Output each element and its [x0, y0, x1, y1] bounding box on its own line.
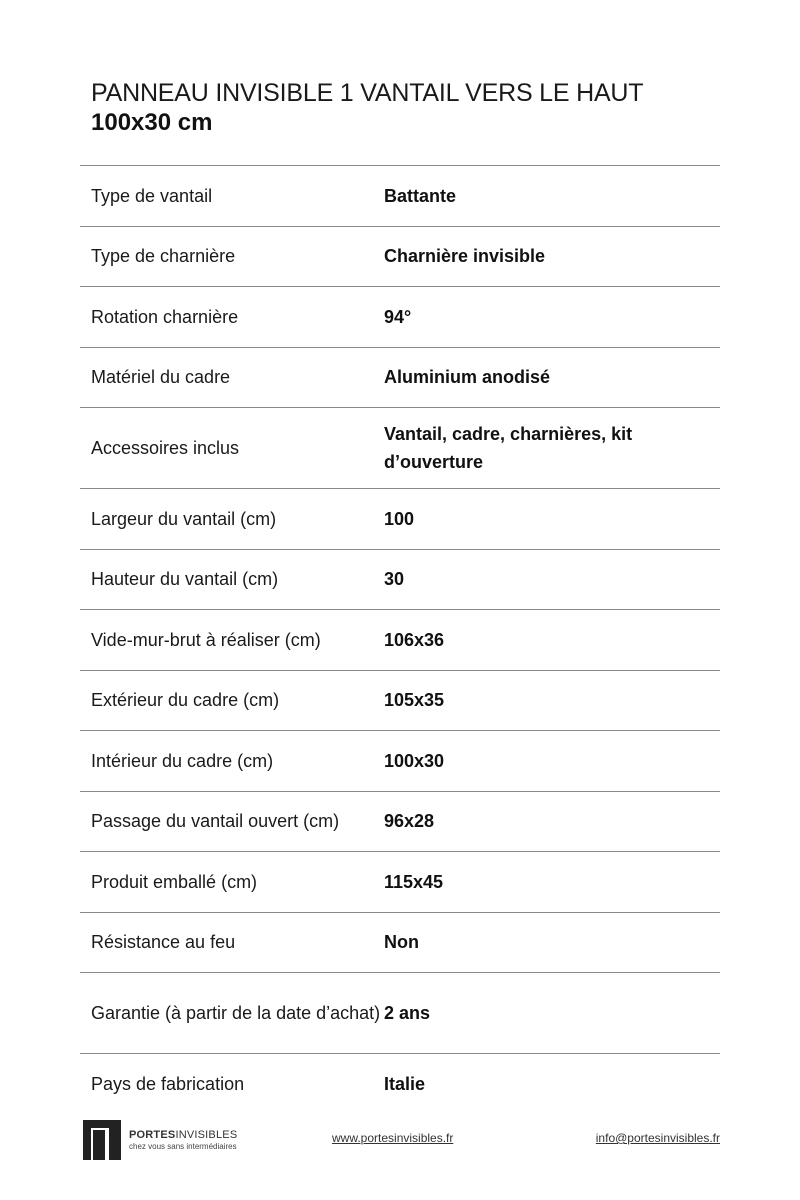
spec-label: Largeur du vantail (cm) — [91, 508, 277, 529]
door-logo-icon — [83, 1120, 121, 1160]
spec-label: Accessoires inclus — [91, 438, 240, 458]
spec-row-emballe — [80, 852, 720, 913]
spec-value: 100x30 — [384, 750, 445, 771]
document-header — [91, 78, 731, 138]
spec-row-materiel — [80, 348, 720, 409]
spec-label: Matériel du cadre — [91, 367, 231, 388]
spec-row-vide-mur — [80, 610, 720, 671]
spec-value: 2 ans — [384, 1003, 431, 1023]
footer — [83, 1120, 720, 1160]
spec-value: 106x36 — [384, 629, 445, 650]
spec-label: Intérieur du cadre (cm) — [91, 750, 274, 771]
email-link[interactable]: info@portesinvisibles.fr — [595, 1131, 720, 1145]
spec-value: 115x45 — [384, 871, 444, 892]
spec-row-interieur-cadre — [80, 731, 720, 792]
spec-value: Italie — [384, 1074, 426, 1095]
spec-label: Pays de fabrication — [91, 1074, 245, 1095]
spec-row-type-vantail — [80, 166, 720, 227]
spec-label: Extérieur du cadre (cm) — [91, 690, 280, 711]
spec-label: Vide-mur-brut à réaliser (cm) — [91, 629, 321, 650]
spec-row-accessoires — [80, 408, 720, 489]
spec-table — [80, 165, 720, 1115]
spec-label: Passage du vantail ouvert (cm) — [91, 811, 340, 832]
spec-row-garantie — [80, 973, 720, 1054]
logo-wordmark: PORTESINVISIBLES — [129, 1129, 238, 1141]
spec-row-hauteur — [80, 550, 720, 611]
spec-value: Battante — [384, 185, 457, 206]
spec-value: Charnière invisible — [384, 246, 546, 267]
page-subtitle: 100x30 cm — [91, 109, 213, 136]
spec-value: 105x35 — [384, 690, 445, 711]
spec-value: Non — [384, 932, 419, 953]
spec-row-type-charniere — [80, 227, 720, 288]
spec-row-largeur — [80, 489, 720, 550]
spec-label: Hauteur du vantail (cm) — [91, 569, 279, 590]
spec-label: Type de charnière — [91, 246, 236, 267]
brand-logo — [83, 1120, 237, 1160]
spec-value: 30 — [384, 569, 405, 590]
spec-value: 100 — [384, 508, 415, 529]
spec-row-passage — [80, 792, 720, 853]
spec-value: 96x28 — [384, 811, 435, 832]
spec-label: Produit emballé (cm) — [91, 871, 258, 892]
website-link[interactable]: www.portesinvisibles.fr — [332, 1131, 454, 1145]
spec-value: Aluminium anodisé — [384, 367, 551, 388]
spec-label: Type de vantail — [91, 185, 213, 206]
spec-row-rotation — [80, 287, 720, 348]
spec-label: Résistance au feu — [91, 932, 236, 953]
spec-row-pays — [80, 1054, 720, 1115]
spec-row-resistance-feu — [80, 913, 720, 974]
logo-tagline: chez vous sans intermédiaires — [129, 1142, 237, 1151]
spec-row-exterieur-cadre — [80, 671, 720, 732]
spec-label: Rotation charnière — [91, 306, 239, 327]
page-title: PANNEAU INVISIBLE 1 VANTAIL VERS LE HAUT — [91, 79, 644, 107]
spec-value: 94° — [384, 306, 412, 327]
spec-label: Garantie (à partir de la date d’achat) — [91, 1003, 381, 1023]
spec-value: Vantail, cadre, charnières, kit d’ouverture — [384, 424, 633, 472]
